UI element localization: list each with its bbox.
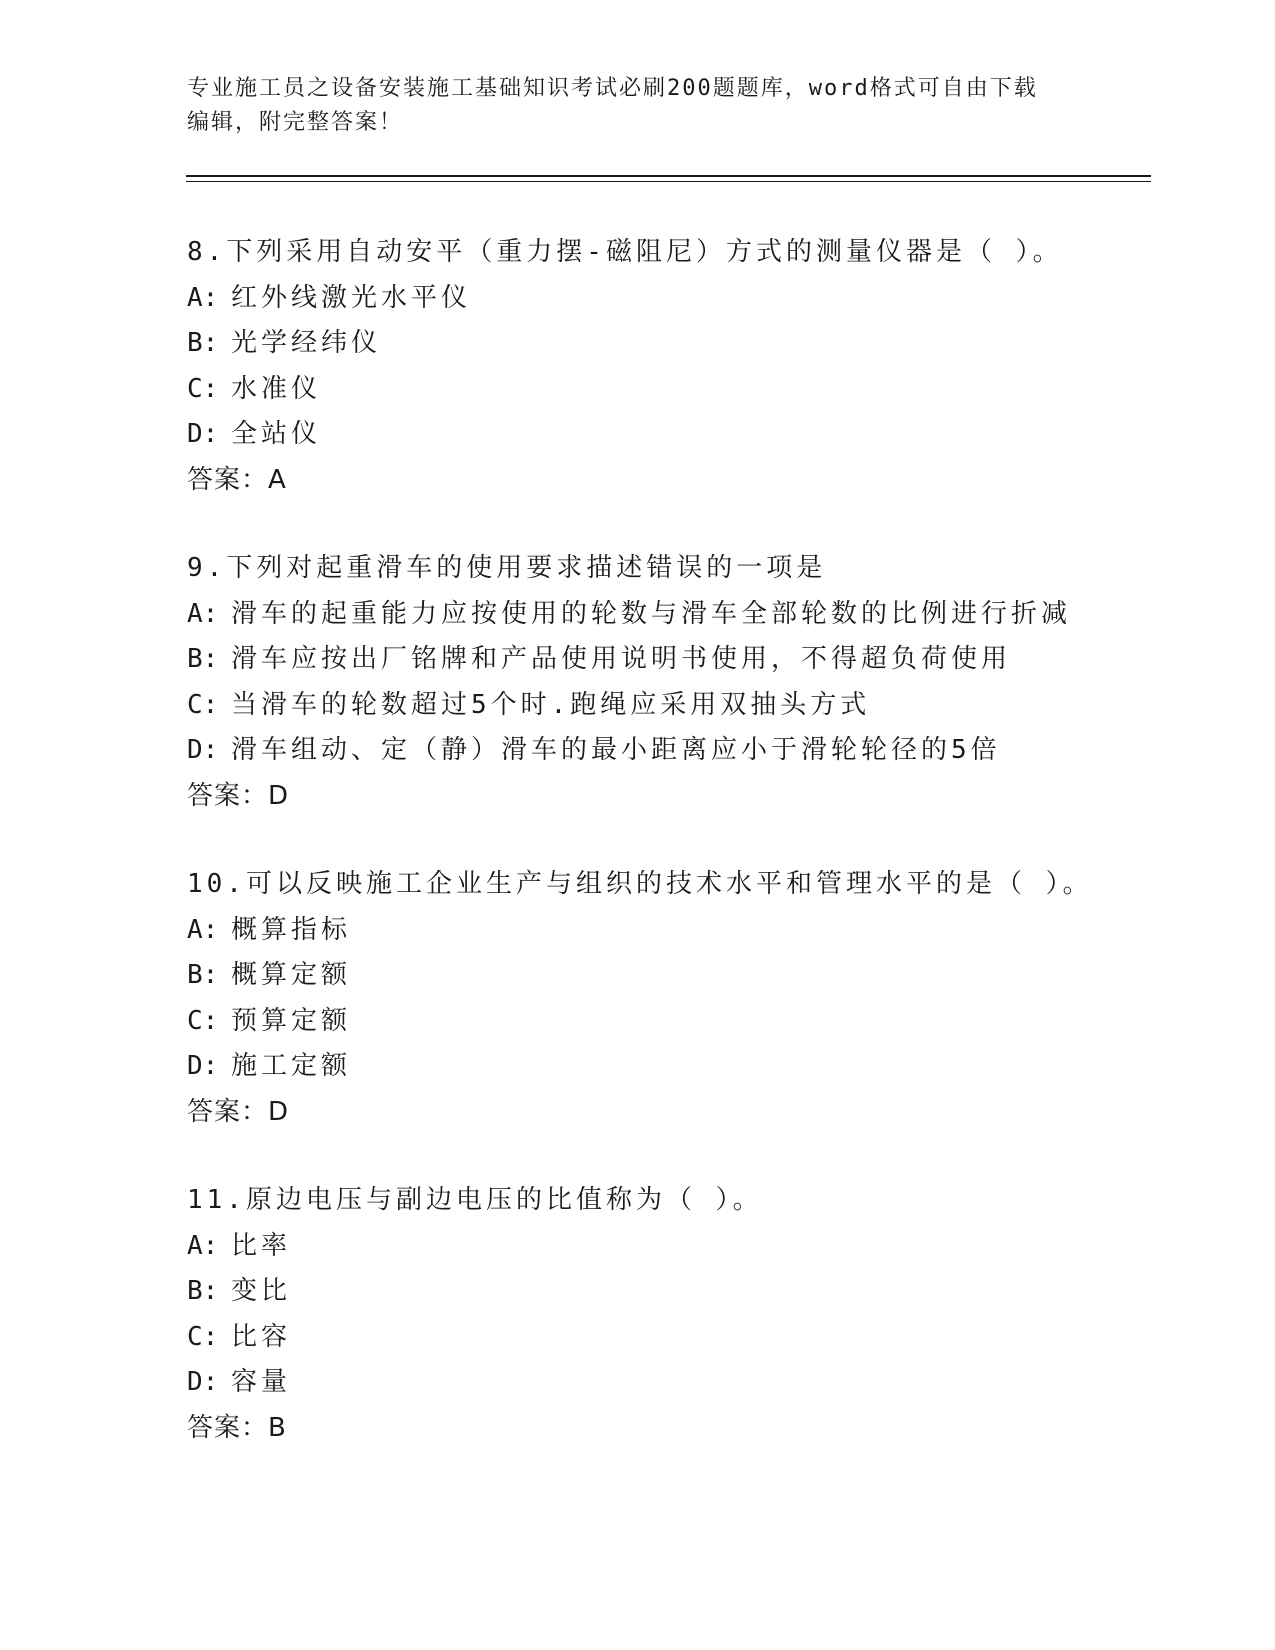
option-text: 预算定额 [231, 1005, 352, 1036]
option-text: 比率 [231, 1230, 292, 1261]
question-11 [187, 1178, 1147, 1451]
question-8 [187, 230, 1147, 503]
question-10 [187, 862, 1147, 1135]
option-d [187, 728, 1147, 774]
option-key: D: [187, 1051, 219, 1081]
option-key: D: [187, 1367, 219, 1397]
option-text: 变比 [231, 1276, 292, 1306]
option-a [187, 908, 1147, 954]
option-key: C: [187, 373, 219, 404]
option-text: 概算指标 [231, 914, 352, 945]
option-key: A: [187, 1230, 219, 1261]
header-title-line-1: 专业施工员之设备安装施工基础知识考试必刷200题题库，word格式可自由下载 [187, 76, 1038, 101]
option-key: A: [187, 598, 219, 629]
answer-label: 答案：D [187, 1096, 290, 1127]
option-text: 光学经纬仪 [231, 328, 382, 358]
option-c [187, 999, 1147, 1045]
option-text: 全站仪 [231, 419, 322, 449]
option-b [187, 321, 1147, 367]
header-divider-thick [186, 175, 1151, 177]
option-c [187, 683, 1147, 729]
option-text: 比容 [231, 1321, 292, 1352]
option-d [187, 412, 1147, 458]
option-text: 概算定额 [231, 960, 352, 990]
question-stem: 11.原边电压与副边电压的比值称为（ ）。 [187, 1185, 763, 1215]
answer-label: 答案：B [187, 1412, 287, 1443]
option-text: 施工定额 [231, 1051, 352, 1081]
option-key: C: [187, 1321, 219, 1352]
option-key: B: [187, 644, 219, 674]
answer-label: 答案：D [187, 780, 290, 811]
option-text: 红外线激光水平仪 [231, 282, 472, 313]
option-c [187, 1315, 1147, 1361]
option-key: A: [187, 282, 219, 313]
option-text: 水准仪 [231, 373, 322, 404]
option-d [187, 1360, 1147, 1406]
option-text: 滑车的起重能力应按使用的轮数与滑车全部轮数的比例进行折减 [231, 598, 1072, 629]
option-key: C: [187, 1005, 219, 1036]
option-key: D: [187, 735, 219, 765]
option-a [187, 592, 1147, 638]
option-c [187, 367, 1147, 413]
option-key: B: [187, 960, 219, 990]
option-a [187, 276, 1147, 322]
option-text: 滑车组动、定（静）滑车的最小距离应小于滑轮轮径的5倍 [231, 735, 1001, 765]
option-text: 当滑车的轮数超过5个时.跑绳应采用双抽头方式 [231, 689, 871, 720]
option-key: C: [187, 689, 219, 720]
option-b [187, 953, 1147, 999]
option-a [187, 1224, 1147, 1270]
option-b [187, 1269, 1147, 1315]
option-b [187, 637, 1147, 683]
option-text: 容量 [231, 1367, 292, 1397]
option-key: B: [187, 1276, 219, 1306]
question-stem: 9.下列对起重滑车的使用要求描述错误的一项是 [187, 553, 827, 583]
option-text: 滑车应按出厂铭牌和产品使用说明书使用，不得超负荷使用 [231, 644, 1012, 674]
header-title-line-2: 编辑，附完整答案！ [187, 110, 404, 135]
document-header [187, 72, 1067, 140]
question-9 [187, 546, 1147, 819]
option-key: D: [187, 419, 219, 449]
answer-label: 答案：A [187, 464, 287, 495]
header-divider-thin [186, 181, 1151, 182]
option-key: B: [187, 328, 219, 358]
question-stem: 8.下列采用自动安平（重力摆-磁阻尼）方式的测量仪器是（ ）。 [187, 237, 1063, 267]
option-key: A: [187, 914, 219, 945]
question-stem: 10.可以反映施工企业生产与组织的技术水平和管理水平的是（ ）。 [187, 869, 1093, 899]
option-d [187, 1044, 1147, 1090]
